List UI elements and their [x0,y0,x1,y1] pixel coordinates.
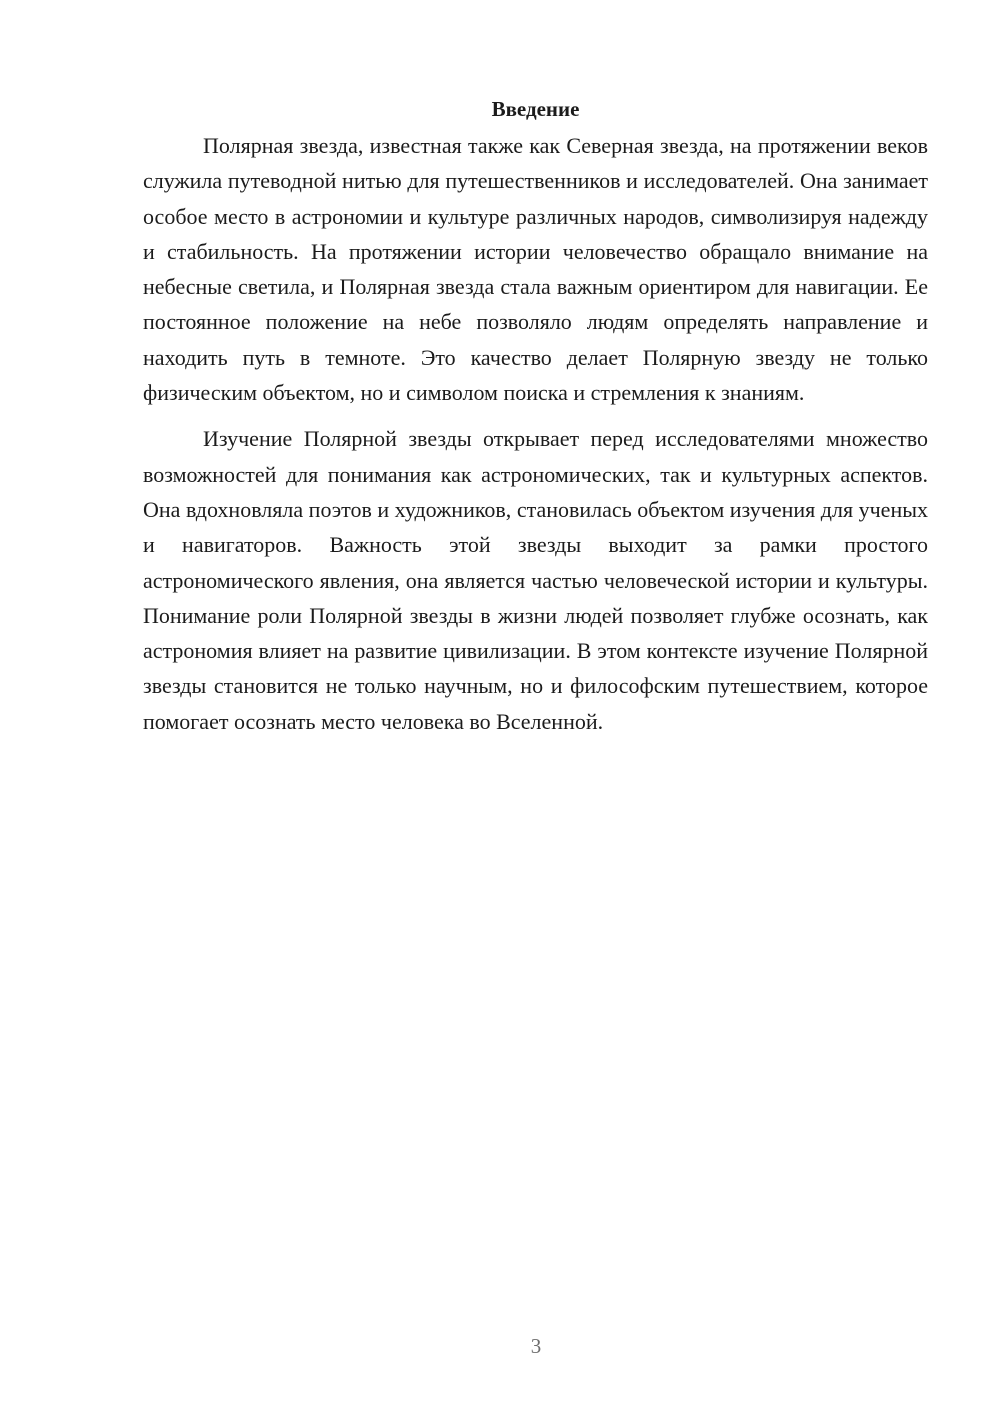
paragraph-2: Изучение Полярной звезды открывает перед исследователями множество возможностей для понимания как астрономических, так и культурных аспектов. Она вдохновляла поэтов и художников, становилась объектом изучения для ученых и навигаторов. Важность этой звезды выходит за рамки простого астрономического явления, она является частью человеческой истории и культуры. Понимание роли Полярной звезды в жизни людей позволяет глубже осознать, как астрономия влияет на развитие цивилизации. В этом контексте изучение Полярной звезды становится не только научным, но и философским путешествием, которое помогает осознать место человека во Вселенной. [143,426,928,734]
section-heading: Введение [491,97,580,121]
page-number: 3 [530,1334,542,1358]
paragraph-1: Полярная звезда, известная также как Северная звезда, на протяжении веков служила путеводной нитью для путешественников и исследователей. Она занимает особое место в астрономии и культуре различных народов, символизируя надежду и стабильность. На протяжении истории человечество обращало внимание на небесные светила, и Полярная звезда стала важным ориентиром для навигации. Ее постоянное положение на небе позволяло людям определять направление и находить путь в темноте. Это качество делает Полярную звезду не только физическим объектом, но и символом поиска и стремления к знаниям. [143,133,928,406]
page-content [143,92,928,739]
